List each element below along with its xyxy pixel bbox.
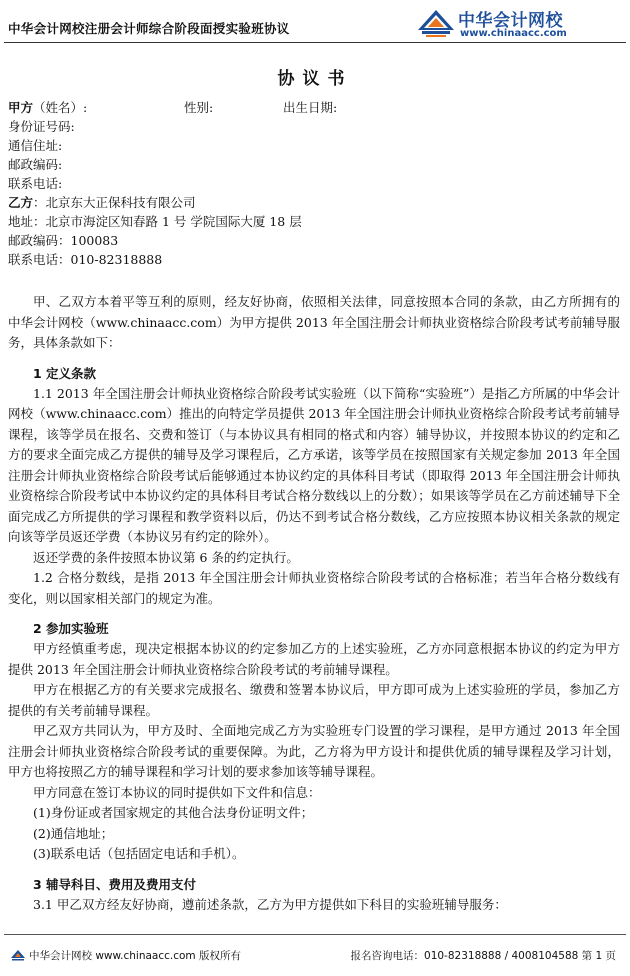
party-info	[8, 98, 608, 269]
footer-divider	[4, 934, 626, 935]
section-3-heading: 3 辅导科目、费用及费用支付	[33, 876, 197, 892]
party-a-address-label: 通信住址:	[8, 138, 63, 153]
section-1-1-paragraph: 1.1 2013 年全国注册会计师执业资格综合阶段考试实验班（以下简称“实验班”）是指乙方所属的中华会计网校（www.chinaacc.com）推出的向特定学员提供 2013 年全国注册会计师执业资格综合阶段考试考前辅导课程，该等学员在报名、交费和签订（与本协议具有相同的格式和内容）辅导协议，并按照本协议的约定和乙方的要求全面完成乙方提供的辅导及学习课程后，乙方承诺，该等学员在按照国家有关规定参加 2013 年全国注册会计师执业资格综合阶段考试后能够通过本协议约定的具体科目考试（即取得 2013 年全国注册会计师执业资格综合阶段考试中本协议约定的具体科目考试合格分数线以上的分数）；如果该等学员在乙方前述辅导下全面完成乙方所提供的学习课程和教学资料以后，仍达不到考试合格分数线，乙方应按照本协议相关条款的规定向该等学员返还学费（本协议另有约定的除外）。	[8, 385, 620, 544]
party-a-gender-label: 性别:	[184, 100, 214, 115]
party-a-phone-label: 联系电话:	[8, 176, 63, 191]
section-2-paragraph-4: 甲方同意在签订本协议的同时提供如下文件和信息：	[33, 784, 321, 800]
party-a-label: 甲方	[8, 100, 34, 115]
party-b-label: 乙方	[8, 195, 34, 210]
agreement-body	[8, 292, 620, 915]
header-title: 中华会计网校注册会计师综合阶段面授实验班协议	[8, 21, 290, 36]
party-b-name: ：北京东大正保科技有限公司	[33, 195, 196, 210]
header-divider	[4, 42, 626, 43]
page-header	[0, 0, 630, 46]
section-2-paragraph-1: 甲方经慎重考虑，现决定根据本协议的约定参加乙方的上述实验班，乙方亦同意根据本协议的约定为甲方提供 2013 年全国注册会计师执业资格综合阶段考试的考前辅导课程。	[8, 641, 620, 677]
section-1-refund-paragraph: 返还学费的条件按照本协议第 6 条的约定执行。	[33, 549, 299, 565]
party-a-birth-label: 出生日期:	[283, 100, 338, 115]
document-title: 协议书	[277, 69, 353, 89]
section-2-heading: 2 参加实验班	[33, 621, 109, 636]
section-2-list-item-2: (2)通信地址；	[33, 825, 114, 841]
section-2-list-item-3: (3)联系电话（包括固定电话和手机）。	[33, 846, 245, 861]
logo-url: www.chinaacc.com	[460, 28, 567, 39]
party-b-phone: 联系电话：010-82318888	[8, 252, 163, 267]
page-footer	[0, 930, 630, 976]
logo-icon	[416, 6, 456, 40]
party-a-id-label: 身份证号码:	[8, 119, 75, 134]
footer-contact: 报名咨询电话：010-82318888 / 4008104588 第 1 页	[350, 950, 616, 962]
intro-paragraph: 甲、乙双方本着平等互利的原则，经友好协商，依照相关法律，同意按照本合同的条款，由乙方所拥有的中华会计网校（www.chinaacc.com）为甲方提供 2013 年全国注册会计师执业资格综合阶段考试考前辅导服务，具体条款如下：	[8, 294, 620, 350]
logo-text: 中华会计网校	[458, 11, 563, 31]
party-b-line	[8, 193, 608, 212]
section-2-list-item-1: (1)身份证或者国家规定的其他合法身份证明文件；	[33, 805, 314, 820]
party-a-name-label: （姓名）:	[33, 100, 88, 115]
logo	[416, 4, 616, 42]
section-2-paragraph-2: 甲方在根据乙方的有关要求完成报名、缴费和签署本协议后，甲方即可成为上述实验班的学员，参加乙方提供的有关考前辅导课程。	[8, 682, 620, 718]
footer-copyright-text: 中华会计网校 www.chinaacc.com 版权所有	[29, 950, 241, 962]
footer-copyright	[10, 948, 241, 963]
party-b-address: 地址：北京市海淀区知春路 1 号 学院国际大厦 18 层	[8, 214, 302, 229]
party-b-postcode: 邮政编码：100083	[8, 233, 119, 248]
footer-logo-icon	[10, 949, 26, 961]
party-a-postcode-label: 邮政编码:	[8, 157, 63, 172]
section-2-paragraph-3: 甲乙双方共同认为，甲方及时、全面地完成乙方为实验班专门设置的学习课程，是甲方通过 2013 年全国注册会计师执业资格综合阶段考试的重要保障。为此，乙方将为甲方设计和提供优质的辅导课程及学习计划，甲方也将按照乙方的辅导课程和学习计划的要求参加该等辅导课程。	[8, 723, 620, 779]
section-1-2-paragraph: 1.2 合格分数线，是指 2013 年全国注册会计师执业资格综合阶段考试的合格标准；若当年合格分数线有变化，则以国家相关部门的规定为准。	[8, 570, 620, 606]
party-a-line	[8, 98, 608, 117]
section-3-1-paragraph: 3.1 甲乙双方经友好协商，遵前述条款，乙方为甲方提供如下科目的实验班辅导服务：	[33, 896, 507, 912]
section-1-heading: 1 定义条款	[33, 365, 97, 381]
